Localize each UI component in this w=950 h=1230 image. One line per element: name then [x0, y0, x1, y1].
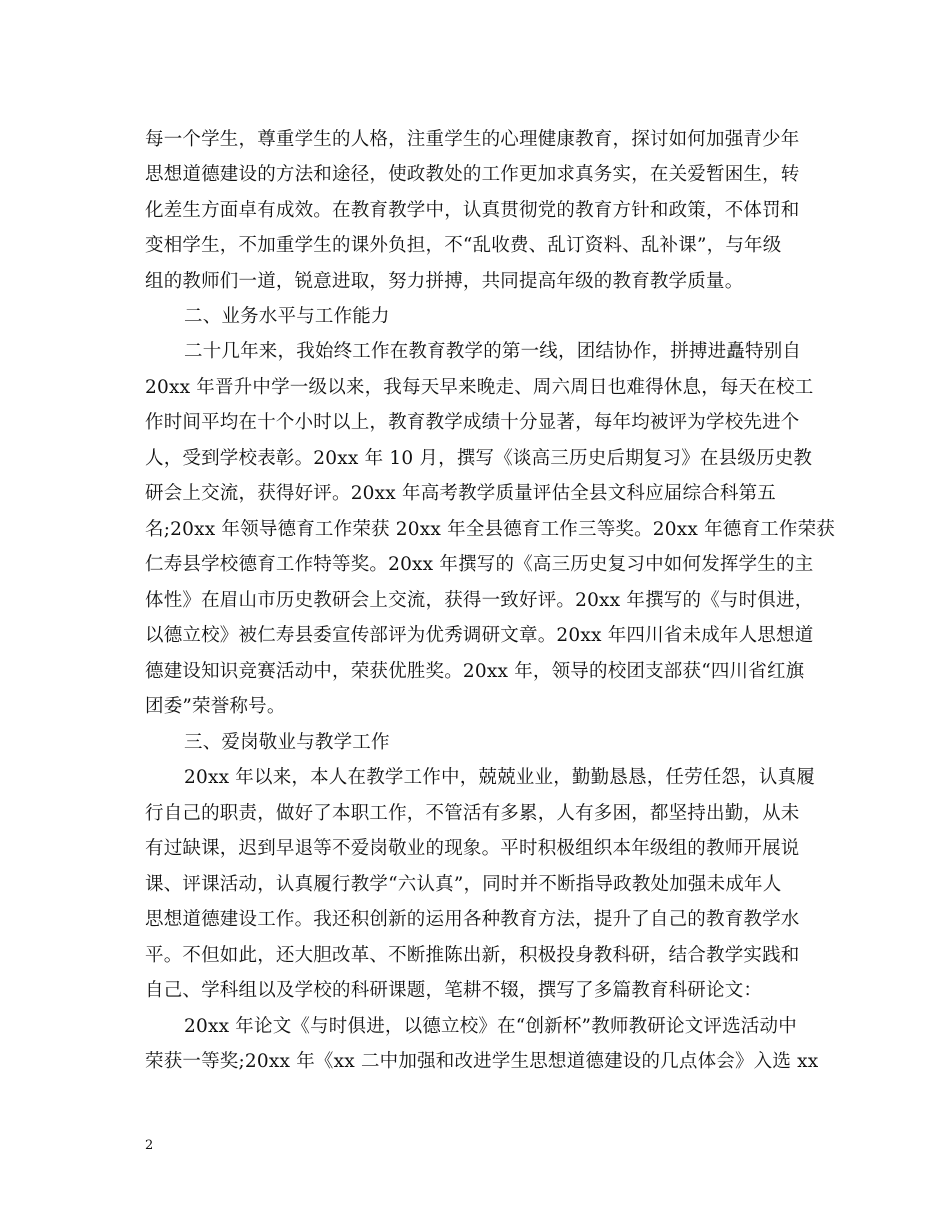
paragraph-line-22: 课、评课活动，认真履行教学“六认真”，同时并不断指导政教处加强未成年人	[145, 874, 782, 895]
paragraph-line-8: 20xx 年晋升中学一级以来，我每天早来晚走、周六周日也难得休息，每天在校工	[145, 377, 814, 398]
paragraph-line-9: 作时间平均在十个小时以上，教育教学成绩十分显著，每年均被评为学校先进个	[145, 412, 800, 433]
paragraph-line-3: 化差生方面卓有成效。在教育教学中，认真贯彻党的教育方针和政策，不体罚和	[145, 200, 800, 221]
paragraph-line-4: 变相学生，不加重学生的课外负担，不“乱收费、乱订资料、乱补课”，与年级	[145, 235, 782, 256]
paragraph-line-21: 有过缺课，迟到早退等不爱岗敬业的现象。平时积极组织本年级组的教师开展说	[145, 838, 800, 859]
paragraph-line-2: 思想道德建设的方法和途径，使政教处的工作更加求真务实，在关爱暂困生，转	[145, 164, 800, 185]
paragraph-line-7: 二十几年来，我始终工作在教育教学的第一线，团结协作，拼搏进矗特别自	[184, 341, 802, 362]
paragraph-line-23: 思想道德建设工作。我还积创新的运用各种教育方法，提升了自己的教育教学水	[145, 909, 800, 930]
paragraph-line-25: 自己、学科组以及学校的科研课题，笔耕不辍，撰写了多篇教育科研论文：	[145, 980, 763, 1001]
paragraph-line-14: 体性》在眉山市历史教研会上交流，获得一致好评。20xx 年撰写的《与时俱进，	[145, 590, 814, 611]
paragraph-line-27: 荣获一等奖;20xx 年《xx 二中加强和改进学生思想道德建设的几点体会》入选 xx	[145, 1051, 819, 1072]
paragraph-line-5: 组的教师们一道，锐意进取，努力拼搏，共同提高年级的教育教学质量。	[145, 271, 744, 292]
paragraph-line-17: 团委”荣誉称号。	[145, 696, 286, 717]
paragraph-line-24: 平。不但如此，还大胆改革、不断推陈出新，积极投身教科研，结合教学实践和	[145, 945, 800, 966]
paragraph-line-15: 以德立校》被仁寿县委宣传部评为优秀调研文章。20xx 年四川省未成年人思想道	[145, 625, 814, 646]
section-heading-2: 二、业务水平与工作能力	[184, 306, 390, 327]
paragraph-line-19: 20xx 年以来，本人在教学工作中，兢兢业业，勤勤恳恳，任劳任怨，认真履	[184, 767, 815, 788]
paragraph-line-20: 行自己的职责，做好了本职工作，不管活有多累，人有多困，都坚持出勤，从未	[145, 803, 800, 824]
paragraph-line-11: 研会上交流，获得好评。20xx 年高考教学质量评估全县文科应届综合科第五	[145, 483, 776, 504]
paragraph-line-1: 每一个学生，尊重学生的人格，注重学生的心理健康教育，探讨如何加强青少年	[145, 129, 800, 150]
paragraph-line-13: 仁寿县学校德育工作特等奖。20xx 年撰写的《高三历史复习中如何发挥学生的主	[145, 554, 814, 575]
paragraph-line-10: 人，受到学校表彰。20xx 年 10 月，撰写《谈高三历史后期复习》在县级历史教	[145, 448, 813, 469]
paragraph-line-26: 20xx 年论文《与时俱进，以德立校》在“创新杯”教师教研论文评选活动中	[184, 1016, 797, 1037]
paragraph-line-12: 名;20xx 年领导德育工作荣获 20xx 年全县德育工作三等奖。20xx 年德育工作荣获	[145, 519, 835, 540]
paragraph-line-16: 德建设知识竞赛活动中，荣获优胜奖。20xx 年，领导的校团支部获“四川省红旗	[145, 661, 805, 682]
section-heading-3: 三、爱岗敬业与教学工作	[184, 732, 390, 753]
page-number: 2	[145, 1138, 154, 1153]
